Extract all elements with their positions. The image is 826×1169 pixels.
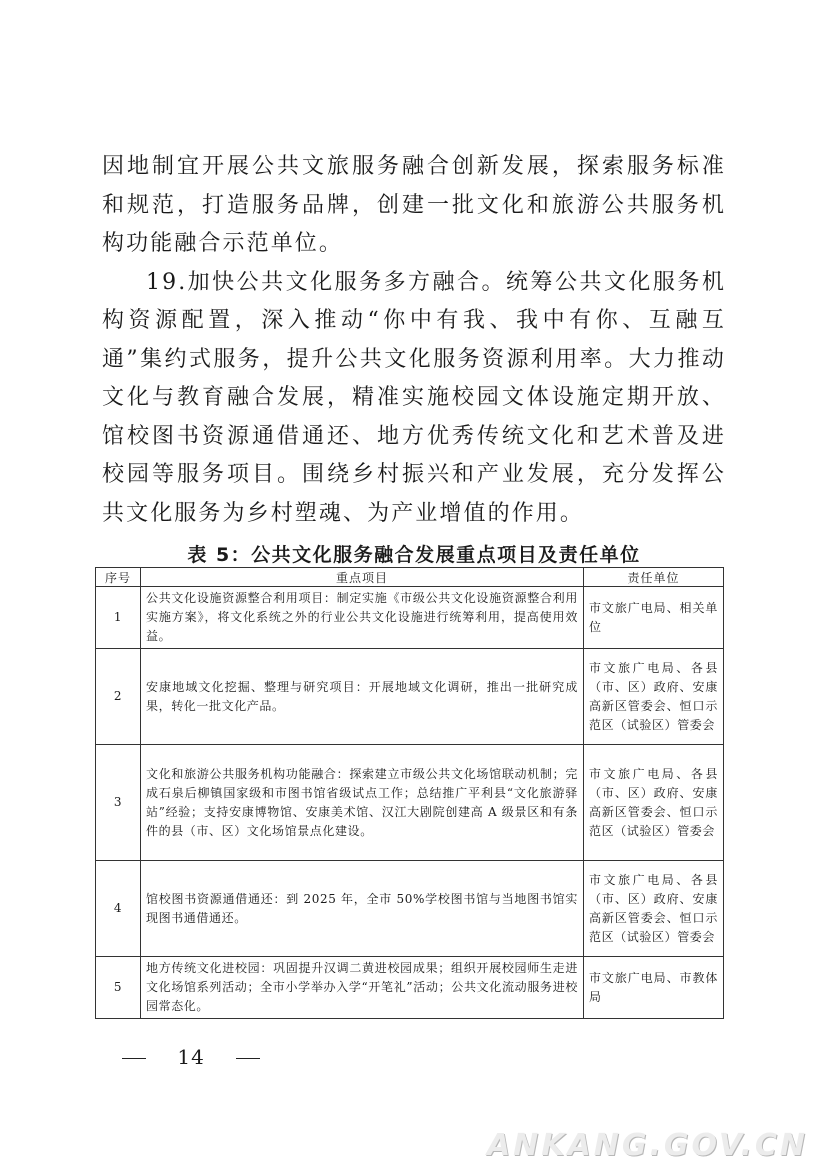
projects-table <box>95 567 724 1019</box>
table-title: 表 5：公共文化服务融合发展重点项目及责任单位 <box>187 544 641 566</box>
header-project: 重点项目 <box>141 568 584 587</box>
table-row <box>96 587 724 649</box>
footer-dash-right <box>236 1058 260 1059</box>
row-unit: 市文旅广电局、各县（市、区）政府、安康高新区管委会、恒口示范区（试验区）管委会 <box>584 745 724 861</box>
row-index: 3 <box>96 745 141 861</box>
header-unit: 责任单位 <box>584 568 724 587</box>
table-row <box>96 861 724 957</box>
row-project: 馆校图书资源通借通还：到 2025 年，全市 50%学校图书馆与当地图书馆实现图书通借通还。 <box>141 861 584 957</box>
row-index: 4 <box>96 861 141 957</box>
page-number: 14 <box>177 1045 205 1069</box>
body-text <box>102 148 726 533</box>
paragraph-item-19: 19.加快公共文化服务多方融合。统筹公共文化服务机构资源配置，深入推动“你中有我、我中有你、互融互通”集约式服务，提升公共文化服务资源利用率。大力推动文化与教育融合发展，精准实施校园文体设施定期开放、馆校图书资源通借通还、地方优秀传统文化和艺术普及进校园等服务项目。围绕乡村振兴和产业发展，充分发挥公共文化服务为乡村塑魂、为产业增值的作用。 <box>102 269 726 526</box>
row-project: 安康地域文化挖掘、整理与研究项目：开展地域文化调研，推出一批研究成果，转化一批文化产品。 <box>141 649 584 745</box>
paragraph-continued: 因地制宜开展公共文旅服务融合创新发展，探索服务标准和规范，打造服务品牌，创建一批文化和旅游公共服务机构功能融合示范单位。 <box>102 154 726 256</box>
row-project: 文化和旅游公共服务机构功能融合：探索建立市级公共文化场馆联动机制；完成石泉后柳镇国家级和市图书馆省级试点工作；总结推广平利县“文化旅游驿站”经验；支持安康博物馆、安康美术馆、汉江大剧院创建高 A 级景区和有条件的县（市、区）文化场馆景点化建设。 <box>141 745 584 861</box>
row-unit: 市文旅广电局、市教体局 <box>584 957 724 1019</box>
row-unit: 市文旅广电局、各县（市、区）政府、安康高新区管委会、恒口示范区（试验区）管委会 <box>584 861 724 957</box>
table-row <box>96 957 724 1019</box>
row-index: 2 <box>96 649 141 745</box>
row-index: 5 <box>96 957 141 1019</box>
header-index: 序号 <box>96 568 141 587</box>
page-footer <box>122 1045 260 1069</box>
watermark: ANKANG.GOV.CN <box>486 1128 808 1163</box>
table-header-row <box>96 568 724 587</box>
table-row <box>96 745 724 861</box>
row-project: 地方传统文化进校园：巩固提升汉调二黄进校园成果；组织开展校园师生走进文化场馆系列活动；全市小学举办入学“开笔礼”活动；公共文化流动服务进校园常态化。 <box>141 957 584 1019</box>
row-unit: 市文旅广电局、相关单位 <box>584 587 724 649</box>
row-index: 1 <box>96 587 141 649</box>
row-unit: 市文旅广电局、各县（市、区）政府、安康高新区管委会、恒口示范区（试验区）管委会 <box>584 649 724 745</box>
row-project: 公共文化设施资源整合利用项目：制定实施《市级公共文化设施资源整合利用实施方案》，将文化系统之外的行业公共文化设施进行统筹利用，提高使用效益。 <box>141 587 584 649</box>
table-row <box>96 649 724 745</box>
footer-dash-left <box>122 1058 146 1059</box>
